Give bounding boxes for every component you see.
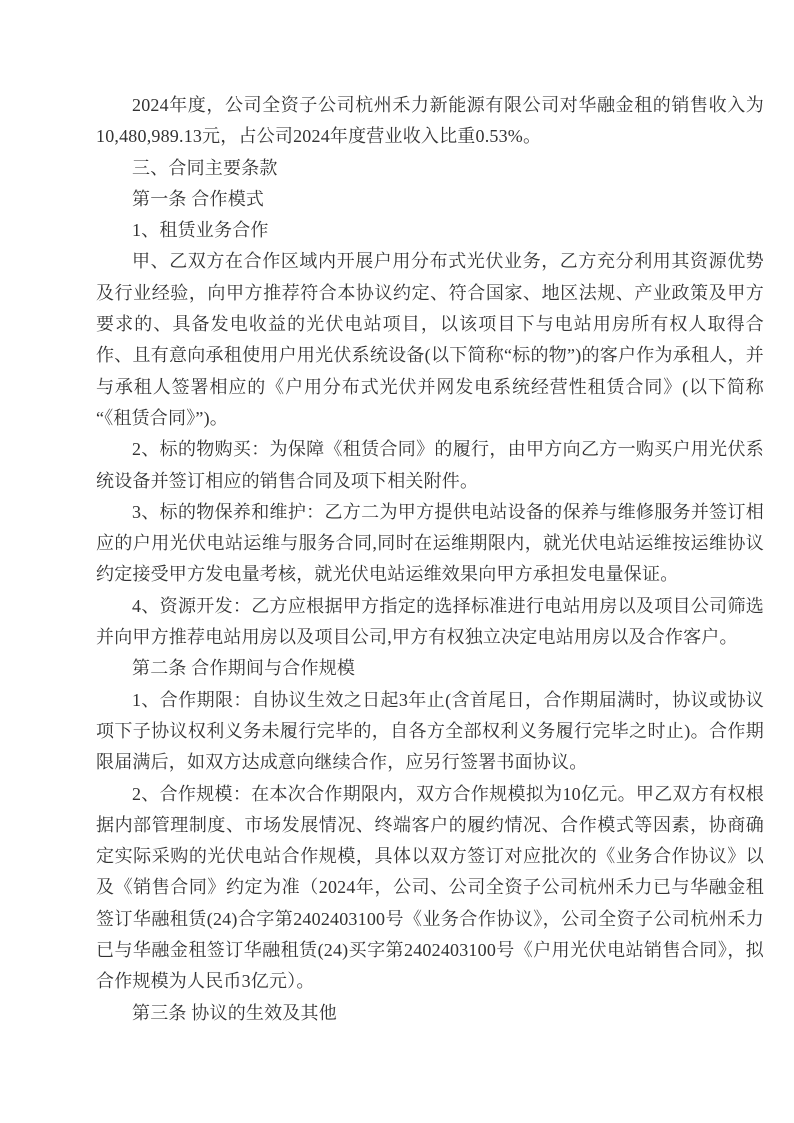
para-cooperation-model-detail: 甲、乙双方在合作区域内开展户用分布式光伏业务，乙方充分利用其资源优势及行业经验，向甲方推荐符合本协议约定、符合国家、地区法规、产业政策及甲方要求的、具备发电收益的光伏电站项目，以该项目下与电站用房所有权人取得合作、且有意向承租使用户用光伏系统设备(以下简称“标的物”)的客户作为承租人，并与承租人签署相应的《户用分布式光伏并网发电系统经营性租赁合同》(以下简称“《租赁合同》”)。 — [96, 251, 764, 428]
document-body — [96, 90, 764, 1029]
heading-article-1-cooperation-model: 第一条 合作模式 — [132, 188, 265, 209]
heading-main-contract-terms: 三、合同主要条款 — [132, 157, 278, 178]
para-cooperation-scale: 2、合作规模：在本次合作期限内，双方合作规模拟为10亿元。甲乙双方有权根据内部管理制度、市场发展情况、终端客户的履约情况、合作模式等因素，协商确定实际采购的光伏电站合作规模，具体以双方签订对应批次的《业务合作协议》以及《销售合同》约定为准（2024年，公司、公司全资子公司杭州禾力已与华融金租签订华融租赁(24)合字第2402403100号《业务合作协议》，公司全资子公司杭州禾力已与华融金租签订华融租赁(24)买字第2402403100号《户用光伏电站销售合同》，拟合作规模为人民币3亿元）。 — [96, 783, 764, 992]
para-resource-development: 4、资源开发：乙方应根据甲方指定的选择标准进行电站用房以及项目公司筛选并向甲方推荐电站用房以及项目公司,甲方有权独立决定电站用房以及合作客户。 — [96, 595, 764, 648]
heading-article-2-term-and-scale: 第二条 合作期间与合作规模 — [132, 658, 356, 679]
para-subject-purchase: 2、标的物购买：为保障《租赁合同》的履行，由甲方向乙方一购买户用光伏系统设备并签订相应的销售合同及项下相关附件。 — [96, 439, 764, 491]
para-leasing-business-cooperation: 1、租赁业务合作 — [132, 220, 269, 241]
para-cooperation-term: 1、合作期限：自协议生效之日起3年止(含首尾日，合作期届满时，协议或协议项下子协议权利义务未履行完毕的，自各方全部权利义务履行完毕之时止)。合作期限届满后，如双方达成意向继续合作，应另行签署书面协议。 — [96, 689, 764, 773]
heading-article-3-effectiveness: 第三条 协议的生效及其他 — [132, 1002, 337, 1023]
para-sales-revenue: 2024年度，公司全资子公司杭州禾力新能源有限公司对华融金租的销售收入为10,480,989.13元，占公司2024年度营业收入比重0.53%。 — [96, 95, 764, 147]
para-subject-maintenance: 3、标的物保养和维护：乙方二为甲方提供电站设备的保养与维修服务并签订相应的户用光伏电站运维与服务合同,同时在运维期限内，就光伏电站运维按运维协议约定接受甲方发电量考核，就光伏电站运维效果向甲方承担发电量保证。 — [96, 501, 764, 585]
